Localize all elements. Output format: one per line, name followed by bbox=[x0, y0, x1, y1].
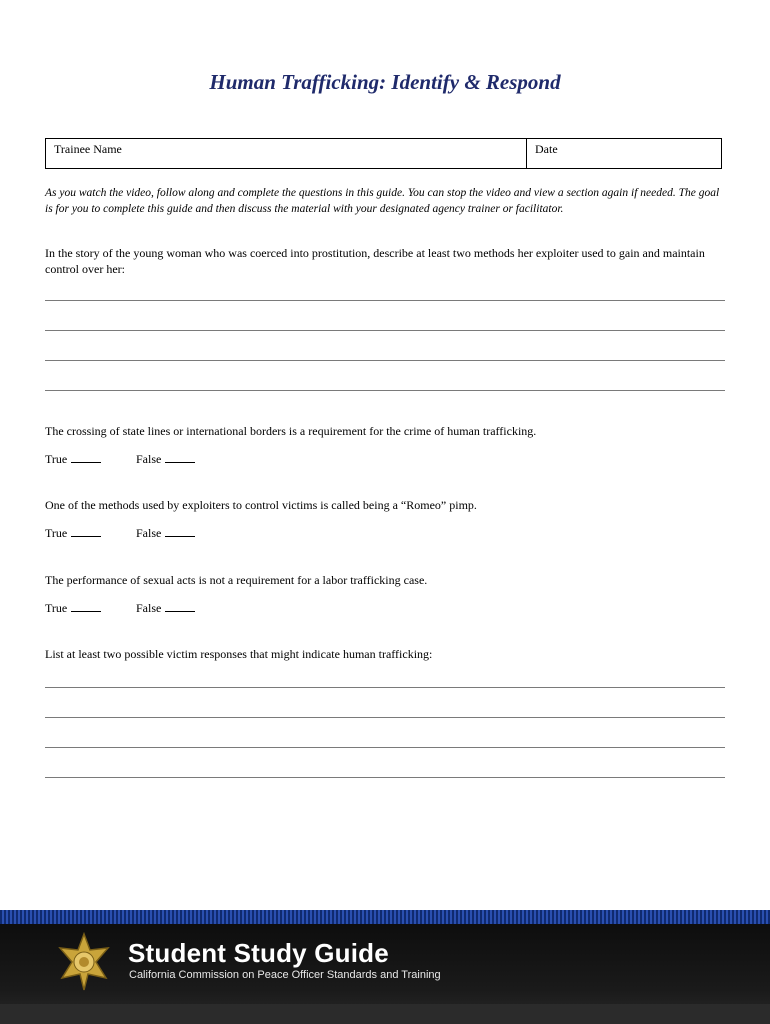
true-label: True bbox=[45, 526, 68, 540]
footer-banner bbox=[0, 910, 770, 1024]
true-label: True bbox=[45, 601, 68, 615]
answer-line[interactable] bbox=[45, 687, 725, 688]
false-label: False bbox=[136, 452, 162, 466]
question-2-text: The crossing of state lines or international borders is a requirement for the crime of human trafficking. bbox=[45, 424, 537, 438]
answer-line[interactable] bbox=[45, 300, 725, 301]
question-3-text: One of the methods used by exploiters to control victims is called being a “Romeo” pimp. bbox=[45, 498, 477, 512]
footer-stripe bbox=[0, 910, 770, 924]
false-blank[interactable] bbox=[165, 526, 195, 537]
true-false-row bbox=[45, 526, 162, 541]
document-title: Human Trafficking: Identify & Respond bbox=[209, 70, 561, 94]
question-4-text: The performance of sexual acts is not a requirement for a labor trafficking case. bbox=[45, 573, 428, 587]
question-5-text: List at least two possible victim responses that might indicate human trafficking: bbox=[45, 647, 433, 661]
answer-line[interactable] bbox=[45, 330, 725, 331]
true-blank[interactable] bbox=[71, 526, 101, 537]
false-label: False bbox=[136, 601, 162, 615]
true-blank[interactable] bbox=[71, 601, 101, 612]
true-blank[interactable] bbox=[71, 452, 101, 463]
answer-line[interactable] bbox=[45, 390, 725, 391]
footer-subtitle: California Commission on Peace Officer Standards and Training bbox=[129, 969, 441, 981]
true-false-row bbox=[45, 452, 162, 467]
trainee-name-label: Trainee Name bbox=[54, 142, 122, 156]
question-1-text: In the story of the young woman who was coerced into prostitution, describe at least two methods her exploiter used to gain and maintain control over her: bbox=[45, 246, 705, 276]
false-option[interactable] bbox=[136, 601, 195, 616]
true-false-row bbox=[45, 601, 162, 616]
date-label: Date bbox=[535, 142, 558, 156]
instructions-text: As you watch the video, follow along and complete the questions in this guide. You can stop the video and view a section again if needed. The goal is for you to complete this guide and then discuss the material with your designated agency trainer or facilitator. bbox=[45, 187, 720, 215]
false-blank[interactable] bbox=[165, 452, 195, 463]
true-option[interactable] bbox=[45, 526, 101, 540]
false-option[interactable] bbox=[136, 526, 195, 541]
true-option[interactable] bbox=[45, 452, 101, 466]
false-blank[interactable] bbox=[165, 601, 195, 612]
trainee-name-field[interactable] bbox=[46, 139, 527, 168]
date-field[interactable] bbox=[527, 139, 721, 168]
answer-line[interactable] bbox=[45, 747, 725, 748]
trainee-info-table bbox=[45, 138, 722, 169]
true-label: True bbox=[45, 452, 68, 466]
true-option[interactable] bbox=[45, 601, 101, 615]
answer-line[interactable] bbox=[45, 777, 725, 778]
footer-bottom-bar bbox=[0, 1004, 770, 1024]
answer-line[interactable] bbox=[45, 717, 725, 718]
answer-line[interactable] bbox=[45, 360, 725, 361]
star-badge-icon bbox=[56, 932, 112, 992]
false-option[interactable] bbox=[136, 452, 195, 467]
footer-title: Student Study Guide bbox=[128, 938, 389, 968]
false-label: False bbox=[136, 526, 162, 540]
